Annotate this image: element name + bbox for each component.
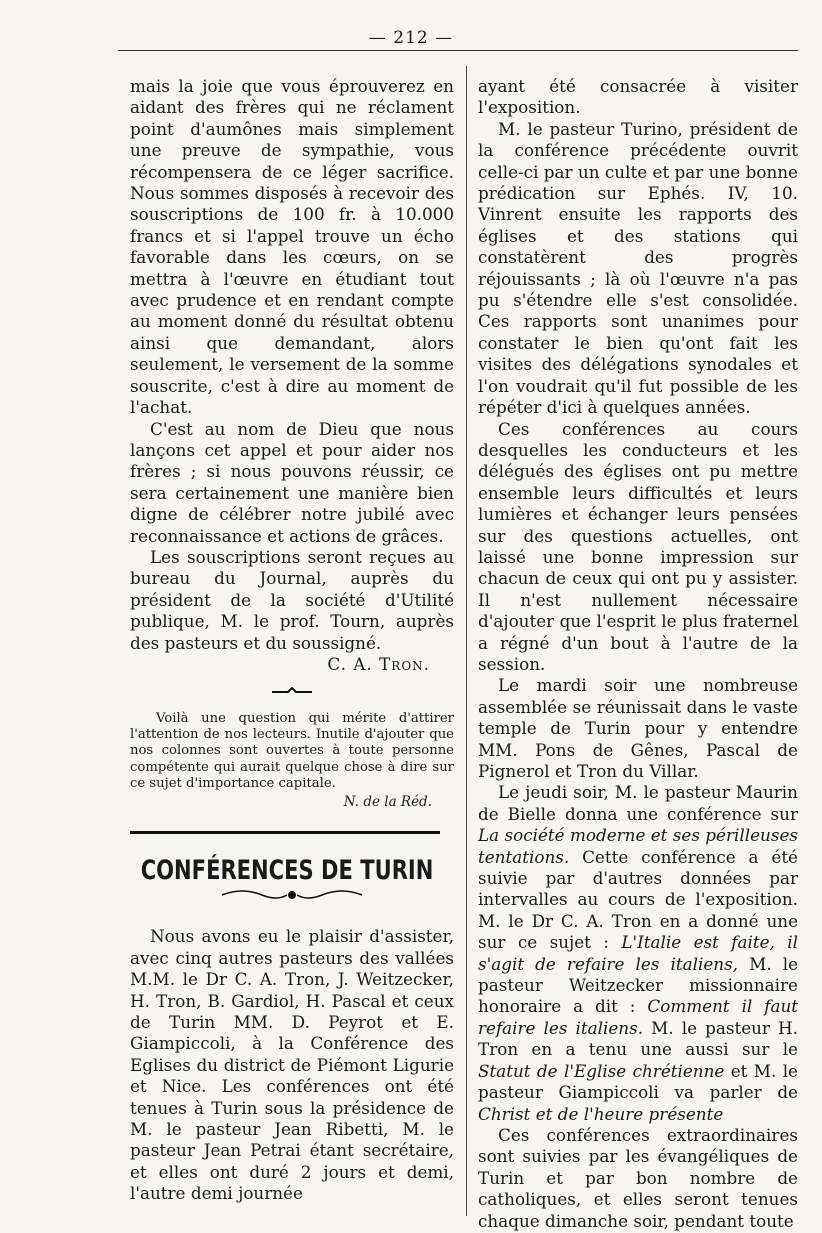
column-divider	[466, 66, 467, 1216]
left-paragraph-3: Les souscriptions seront reçues au bureau du Journal, auprès du président de la société d'Utilité publique, M. le prof. Tourn, auprès des pasteurs et du soussigné.	[130, 546, 454, 653]
p5-title-2: L'Italie est faite, il s'agit de refaire les italiens,	[478, 932, 798, 974]
p5-title-5: Christ et de l'heure présente	[478, 1103, 724, 1124]
p5-text-e: et M. le pasteur Giampiccoli va parler de	[478, 1060, 798, 1103]
right-paragraph-4: Le mardi soir une nombreuse assemblée se réunissait dans le vaste temple de Turin pour y entendre MM. Pons de Gênes, Pascal de Pignerol et Tron du Villar.	[478, 675, 798, 781]
p5-title-4: Statut de l'Eglise chrétienne	[478, 1060, 725, 1081]
right-paragraph-3: Ces conférences au cours desquelles les conducteurs et les délégués des églises ont pu mettre ensemble leurs difficultés et leurs lumières et échanger leurs pensées sur des questions actuelles, ont laissé une bonne impression sur chacun de ceux qui ont pu y assister. Il n'est nullement nécessaire d'ajouter que l'esprit le plus fraternel a régné d'un bout à l'autre de la session.	[478, 418, 798, 674]
left-column	[130, 76, 454, 1205]
right-paragraph-5	[478, 782, 798, 1125]
right-paragraph-6: Ces conférences extraordinaires sont suivies par les évangéliques de Turin et par bon nombre de catholiques, et elles seront tenues chaque dimanche soir, pendant toute	[478, 1124, 798, 1231]
dash-ornament-icon	[130, 681, 454, 702]
p5-text-b: Cette conférence a été suivie par d'autres données par intervalles au cours de l'exposition. M. le Dr C. A. Tron en a donné une sur ce sujet :	[478, 846, 798, 953]
editor-note-text: Voilà une question qui mérite d'attirer l'attention de nos lecteurs. Inutile d'ajouter que nos colonnes sont ouvertes à toute personne compétente qui aurait quelque chose à dire sur ce sujet d'importance capitale.	[130, 710, 454, 791]
page-number: — 212 —	[368, 28, 454, 48]
editor-note	[130, 711, 454, 811]
p5-text-a: Le jeudi soir, M. le pasteur Maurin de Bielle donna une conférence sur	[478, 782, 798, 824]
editor-signature: N. de la Réd.	[343, 794, 432, 811]
left-paragraph-4: Nous avons eu le plaisir d'assister, avec cinq autres pasteurs des vallées M.M. le Dr C. A. Tron, J. Weitzecker, H. Tron, B. Gardiol, H. Pascal et ceux de Turin MM. D. Peyrot et E. Giampiccoli, à la Conférence des Eglises du district de Piémont Ligurie et Nice. Les conférences ont été tenues à Turin sous la présidence de M. le pasteur Jean Ribetti, M. le pasteur Jean Petrai étant secrétaire, et elles ont duré 2 jours et demi, l'autre demi journée	[130, 926, 454, 1204]
right-column	[478, 76, 798, 1232]
signature: C. A. Tron.	[327, 653, 430, 674]
p5-title-1: La société moderne et ses périlleuses tentations.	[478, 825, 798, 867]
right-paragraph-1: ayant été consacrée à visiter l'exposition.	[478, 76, 798, 118]
section-title: CONFÉRENCES DE TURIN	[140, 854, 434, 886]
header-rule	[118, 50, 798, 51]
left-paragraph-2: C'est au nom de Dieu que nous lançons cet appel et pour aider nos frères ; si nous pouvons réussir, ce sera certainement une manière bien digne de célébrer notre jubilé avec reconnaissance et actions de grâces.	[130, 418, 454, 546]
p5-title-3: Comment il faut refaire les italiens.	[478, 996, 798, 1038]
section-rule	[130, 831, 440, 834]
title-ornament-icon	[130, 887, 454, 908]
left-paragraph-1: mais la joie que vous éprouverez en aidant des frères qui ne réclament point d'aumônes mais simplement une preuve de sympathie, vous récompensera de ce léger sacrifice. Nous sommes disposés à recevoir des souscriptions de 100 fr. à 10.000 francs et si l'appel trouve un écho favorable dans les cœurs, on se mettra à l'œuvre en étudiant tout avec prudence et en rendant compte au moment donné du résultat obtenu ainsi que demandant, alors seulement, le versement de la somme souscrite, c'est à dire au moment de l'achat.	[130, 76, 454, 418]
p5-text-d: M. le pasteur H. Tron en a tenu une aussi sur le	[478, 1017, 798, 1060]
right-paragraph-2: M. le pasteur Turino, président de la conférence précédente ouvrit celle-ci par un culte et par une bonne prédication sur Ephés. IV, 10. Vinrent ensuite les rapports des églises et des stations qui constatèrent des progrès réjouissants ; là où l'œuvre n'a pas pu s'étendre elle s'est consolidée. Ces rapports sont unanimes pour constater le bien qu'ont fait les visites des délégations synodales et l'on voudrait qu'il fut possible de les répéter d'ici à quelques années.	[478, 118, 798, 418]
p5-text-c: M. le pasteur Weitzecker missionnaire honoraire a dit :	[478, 953, 799, 1017]
